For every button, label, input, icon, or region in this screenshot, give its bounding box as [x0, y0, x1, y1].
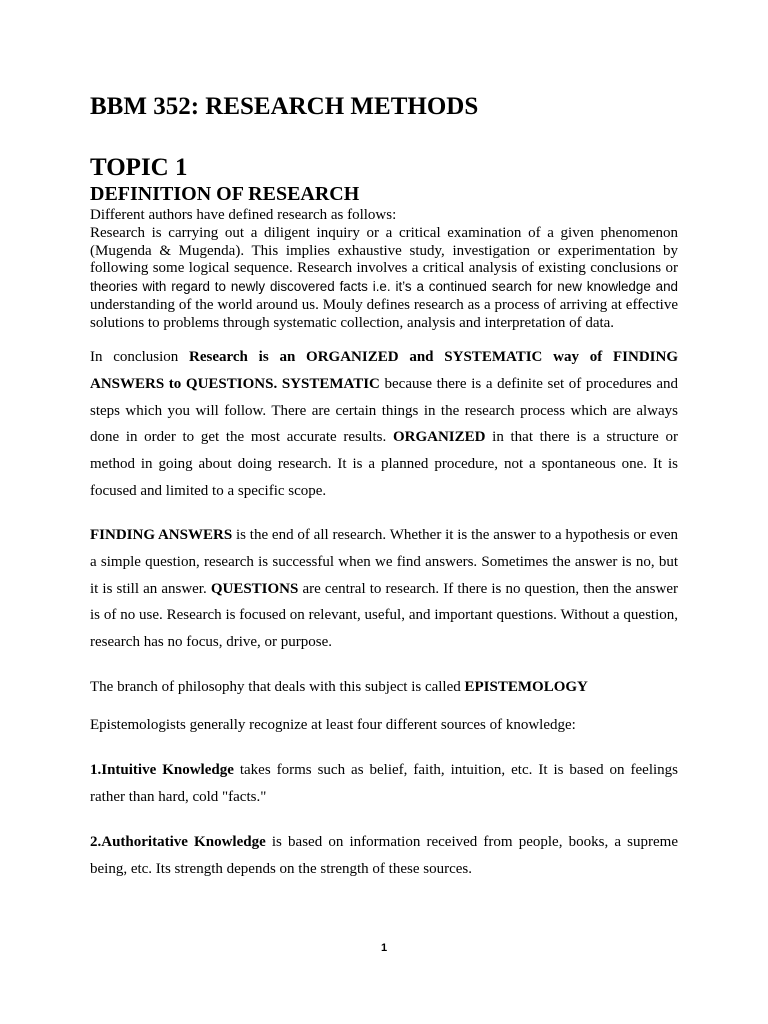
finding-answers-paragraph	[90, 522, 678, 656]
authoritative-heading: 2.Authoritative Knowledge	[90, 834, 266, 850]
topic-title: TOPIC 1	[90, 154, 188, 181]
sources-intro-paragraph: Epistemologists generally recognize at least four different sources of knowledge:	[90, 717, 576, 733]
branch-emphasis: EPISTEMOLOGY	[464, 679, 588, 695]
finding-emphasis: QUESTIONS	[210, 580, 299, 597]
intuitive-knowledge-paragraph	[90, 757, 678, 811]
intuitive-heading: 1.Intuitive Knowledge	[90, 762, 234, 778]
definition-block	[90, 207, 678, 333]
intuitive-text: takes forms such as belief, faith, intuition, etc. It is based on feelings rather than hard, cold "facts."	[90, 762, 678, 805]
branch-paragraph	[90, 674, 678, 701]
branch-text: The branch of philosophy that deals with this subject is called	[90, 679, 465, 695]
document-page	[90, 0, 678, 1024]
page-number: 1	[380, 942, 388, 954]
course-title: BBM 352: RESEARCH METHODS	[90, 93, 479, 120]
finding-emphasis: FINDING ANSWERS	[90, 527, 233, 543]
authoritative-text: is based on information received from people, books, a supreme being, etc. Its strength depends on the strength of these sources.	[90, 834, 678, 877]
finding-text: are central to research. If there is no question, then the answer is of no use. Research is focused on relevant, useful, and important questions. Without a question, research has no focus, drive, or purpose.	[90, 580, 678, 651]
finding-text: is the end of all research. Whether it is the answer to a hypothesis or even a simple question, research is successful when we find answers. Sometimes the answer is no, but it is still an answer.	[90, 527, 678, 597]
conclusion-emphasis: Research is an ORGANIZED and SYSTEMATIC way of FINDING ANSWERS to QUESTIONS. SYSTEMATIC	[90, 349, 679, 392]
conclusion-emphasis: ORGANIZED	[392, 429, 486, 446]
conclusion-text: because there is a definite set of procedures and steps which you will follow. There are certain things in the research process which are always done in order to get the most accurate results.	[90, 375, 678, 446]
definition-text-part3: understanding of the world around us. Mouly defines research as a process of arriving at effective solutions to problems through systematic collection, analysis and interpretation of data.	[90, 296, 678, 331]
intro-line: Different authors have defined research as follows:	[90, 207, 397, 223]
section-heading: DEFINITION OF RESEARCH	[90, 183, 360, 205]
conclusion-paragraph	[90, 344, 678, 505]
authoritative-knowledge-paragraph	[90, 829, 678, 883]
conclusion-text: In conclusion	[90, 349, 190, 365]
definition-text-part2: theories with regard to newly discovered facts i.e. it’s a continued search for new knowledge and	[90, 279, 678, 295]
conclusion-text: in that there is a structure or method in going about doing research. It is a planned procedure, not a spontaneous one. It is focused and limited to a specific scope.	[90, 429, 679, 499]
definition-paragraph	[90, 225, 678, 333]
definition-text-part1: Research is carrying out a diligent inquiry or a critical examination of a given phenomenon (Mugenda & Mugenda). This implies exhaustive study, investigation or experimentation by following some logical sequence. Research involves a critical analysis of existing conclusions or	[90, 224, 678, 277]
